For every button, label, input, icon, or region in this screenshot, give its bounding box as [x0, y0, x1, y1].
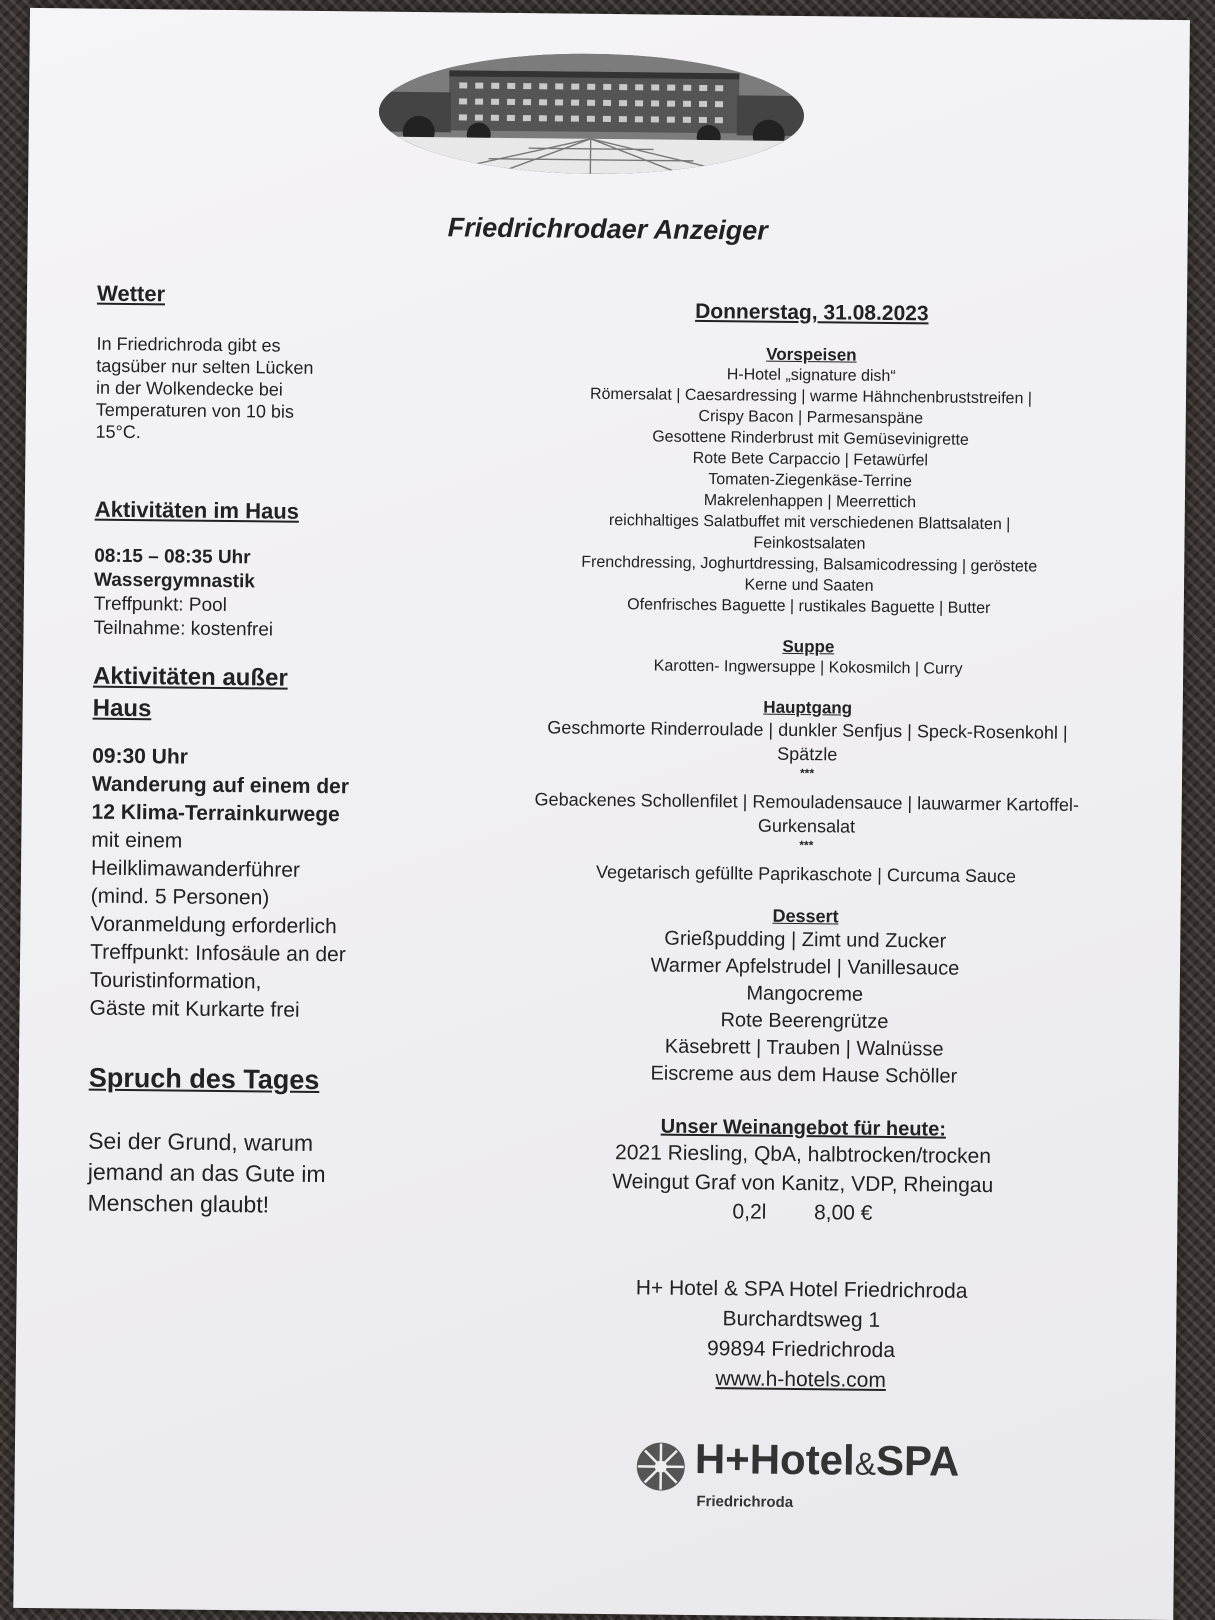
dessert-heading: Dessert — [772, 905, 839, 927]
weather-text: In Friedrichroda gibt es tagsüber nur selten Lücken in der Wolkendecke bei Temperaturen von 10 bis 15°C. — [95, 333, 314, 443]
soup-heading: Suppe — [782, 636, 835, 657]
dessert-item: Warmer Apfelstrudel | Vanillesauce — [650, 954, 960, 980]
wine-line-2: Weingut Graf von Kanitz, VDP, Rheingau — [612, 1170, 994, 1198]
main-item: Geschmorte Rinderroulade | dunkler Senfjus | Speck-Rosenkohl | — [547, 717, 1068, 743]
separator: *** — [799, 838, 814, 853]
activity-out-time: 09:30 Uhr — [92, 744, 189, 769]
wine-price: 8,00 € — [813, 1201, 873, 1225]
hotel-photo — [378, 52, 804, 176]
starter-item: H-Hotel „signature dish“ — [726, 366, 896, 386]
activities-in-heading: Aktivitäten im Haus — [94, 496, 300, 524]
activity-in — [93, 545, 424, 644]
flower-icon — [635, 1440, 688, 1493]
activity-in-meeting: Treffpunkt: Pool — [93, 593, 227, 617]
wine-heading: Unser Weinangebot für heute: — [660, 1115, 947, 1141]
starter-item: Makrelenhappen | Meerrettich — [703, 492, 917, 512]
starter-item: Feinkostsalaten — [753, 534, 866, 553]
dessert-item: Rote Beerengrütze — [720, 1009, 889, 1033]
dessert-item: Eiscreme aus dem Hause Schöller — [650, 1062, 958, 1088]
starter-item: Crispy Bacon | Parmesanspäne — [698, 407, 924, 428]
main-item: Vegetarisch gefüllte Paprikaschote | Curcuma Sauce — [595, 861, 1017, 887]
activities-out-heading: Aktivitäten außer Haus — [92, 662, 288, 723]
dessert-item: Mangocreme — [746, 982, 864, 1006]
hotel-street: Burchardtsweg 1 — [722, 1307, 881, 1332]
starter-item: Gesottene Rinderbrust mit Gemüsevinigrette — [652, 428, 969, 449]
saying-text: Sei der Grund, warum jemand an das Gute im Menschen glaubt! — [87, 1127, 326, 1218]
starter-item: Rote Bete Carpaccio | Fetawürfel — [692, 449, 929, 470]
weather-heading: Wetter — [96, 280, 166, 307]
starters-heading: Vorspeisen — [766, 344, 857, 365]
starter-item: Tomaten-Ziegenkäse-Terrine — [708, 471, 913, 491]
menu-sheet — [13, 8, 1190, 1620]
hotel-logo — [634, 1434, 995, 1528]
starter-item: Ofenfrisches Baguette | rustikales Baguette | Butter — [627, 596, 991, 618]
activity-in-time: 08:15 – 08:35 Uhr — [94, 545, 251, 569]
main-heading: Hauptgang — [763, 697, 853, 718]
separator: *** — [799, 766, 815, 781]
dessert-item: Grießpudding | Zimt und Zucker — [664, 927, 947, 953]
logo-wordmark: H+Hotel&SPA — [694, 1434, 960, 1485]
hotel-website-link[interactable]: www.h-hotels.com — [715, 1367, 887, 1392]
wine-volume: 0,2l — [732, 1200, 767, 1224]
activity-out: 09:30 Uhr Wanderung auf einem der 12 Klima-Terrainkurwege mit einem Heilklimawanderführer (mind. 5 Personen) Voranmeldung erforderlich Treffpunkt: Infosäule an der Touristinformation, Gäste mit Kurkarte frei — [89, 744, 350, 1022]
starter-item: Kerne und Saaten — [744, 576, 874, 595]
starter-item: Römersalat | Caesardressing | warme Hähnchenbruststreifen | — [589, 385, 1033, 408]
menu-column — [456, 298, 1157, 1399]
soup-item: Karotten- Ingwersuppe | Kokosmilch | Curry — [653, 657, 963, 678]
hotel-city: 99894 Friedrichroda — [706, 1337, 896, 1363]
saying-heading: Spruch des Tages — [88, 1062, 320, 1096]
wine-line-1: 2021 Riesling, QbA, halbtrocken/trocken — [615, 1141, 992, 1169]
hotel-building-illustration — [378, 52, 804, 176]
activity-in-fee: Teilnahme: kostenfrei — [93, 617, 274, 641]
newspaper-title: Friedrichrodaer Anzeiger — [447, 212, 768, 246]
hotel-name: H+ Hotel & SPA Hotel Friedrichroda — [635, 1276, 968, 1303]
activity-in-name: Wassergymnastik — [93, 569, 256, 593]
menu-date: Donnerstag, 31.08.2023 — [695, 299, 929, 326]
main-item: Gurkensalat — [757, 815, 856, 837]
dessert-item: Käsebrett | Trauben | Walnüsse — [664, 1035, 944, 1061]
starter-item: reichhaltiges Salatbuffet mit verschiedenen Blattsalaten | — [608, 512, 1011, 534]
main-item: Gebackenes Schollenfilet | Remouladensauce | lauwarmer Kartoffel- — [534, 789, 1080, 815]
main-item: Spätzle — [777, 743, 838, 765]
left-column — [87, 281, 427, 1222]
starter-item: Frenchdressing, Joghurtdressing, Balsamicodressing | geröstete — [581, 553, 1038, 576]
logo-location: Friedrichroda — [696, 1492, 794, 1511]
